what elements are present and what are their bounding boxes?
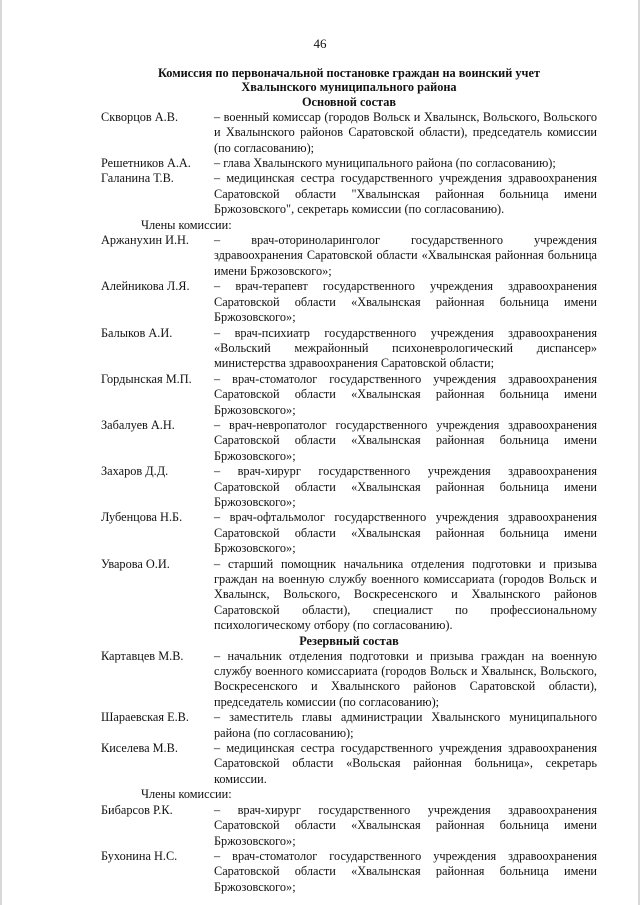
person-name: Бибарсов Р.К.	[101, 802, 173, 817]
person-role: – врач-оториноларинголог государственного учреждения здравоохранения Саратовской области «Хвалынская районная больница имени Бржозовского»;	[214, 233, 597, 278]
person-role: – заместитель главы администрации Хвалынского муниципального района (по согласованию);	[214, 710, 597, 740]
reserve-members-label: Члены комиссии:	[141, 787, 232, 802]
heading-line-1: Комиссия по первоначальной постановке граждан на воинский учет	[157, 66, 540, 80]
person-role: – медицинская сестра государственного учреждения здравоохранения Саратовской области «Вольская районная больница», секретарь комиссии.	[214, 741, 597, 786]
list-item	[101, 710, 597, 741]
list-item	[101, 233, 597, 279]
person-name: Бухонина Н.С.	[101, 848, 178, 863]
main-leaders-list	[101, 110, 597, 218]
list-item	[101, 464, 597, 510]
person-name: Картавцев М.В.	[101, 648, 184, 663]
person-role: – старший помощник начальника отделения подготовки и призыва граждан на военную службу военного комиссариата (городов Вольск и Хвалынск, Вольского, Воскресенского и Хвалынского районов Саратовской области), специалист по профессиональному психологическому отбору (по согласованию).	[214, 556, 597, 633]
person-role: – врач-стоматолог государственного учреждения здравоохранения Саратовской области «Хвалынская районная больница имени Бржозовского»;	[214, 848, 597, 894]
person-role: – врач-хирург государственного учреждения здравоохранения Саратовской области «Хвалынская районная больница имени Бржозовского»;	[214, 464, 597, 509]
person-name: Забалуев А.Н.	[101, 417, 175, 432]
page-edge-left	[0, 0, 2, 905]
list-item	[101, 326, 597, 372]
person-name: Аржанухин И.Н.	[101, 233, 190, 248]
list-item	[101, 741, 597, 787]
person-role: – военный комиссар (городов Вольск и Хвалынск, Вольского, Вольского и Хвалынского районов Саратовской области), председатель комиссии (по согласованию);	[214, 109, 597, 155]
list-item	[101, 171, 597, 217]
person-role: – начальник отделения подготовки и призыва граждан на военную службу военного комиссариата (городов Вольск и Хвалынск, Вольского, Воскресенского и Хвалынского районов Саратовской области), председатель комиссии (по согласованию);	[214, 648, 597, 709]
person-name: Лубенцова Н.Б.	[101, 510, 183, 525]
list-item	[101, 510, 597, 556]
reserve-section-title: Резервный состав	[299, 633, 399, 648]
list-item	[101, 372, 597, 418]
list-item	[101, 803, 597, 849]
list-item	[101, 279, 597, 325]
person-role: – медицинская сестра государственного учреждения здравоохранения Саратовской области "Хвалынская районная больница имени Бржозовского", секретарь комиссии (по согласованию).	[214, 171, 597, 217]
person-role: – врач-хирург государственного учреждения здравоохранения Саратовской области «Хвалынская районная больница имени Бржозовского»;	[214, 802, 597, 848]
person-role: – врач-психиатр государственного учреждения здравоохранения «Вольский межрайонный психоневрологический диспансер» министерства здравоохранения Саратовской области;	[214, 325, 597, 371]
reserve-members-list	[101, 803, 597, 895]
list-item	[101, 649, 597, 711]
person-name: Киселева М.В.	[101, 741, 178, 756]
reserve-leaders-list	[101, 649, 597, 788]
page-number: 46	[313, 36, 327, 51]
person-role: – врач-офтальмолог государственного учреждения здравоохранения Саратовской области «Хвалынская районная больница имени Бржозовского»;	[214, 510, 597, 556]
person-name: Галанина Т.В.	[101, 171, 174, 186]
person-name: Гордынская М.П.	[101, 371, 192, 386]
person-name: Скворцов А.В.	[101, 109, 179, 124]
list-item	[101, 418, 597, 464]
list-item	[101, 849, 597, 895]
list-item	[101, 557, 597, 634]
person-name: Решетников А.А.	[101, 156, 191, 171]
main-members-list	[101, 233, 597, 634]
list-item	[101, 110, 597, 156]
person-role: – врач-стоматолог государственного учреждения здравоохранения Саратовской области «Хвалынская районная больница имени Бржозовского»;	[214, 371, 597, 417]
person-name: Уварова О.И.	[101, 556, 170, 571]
heading-line-2: Хвалынского муниципального района	[241, 80, 457, 95]
document-body	[101, 66, 597, 895]
person-name: Шараевская Е.В.	[101, 710, 189, 725]
person-role: – врач-терапевт государственного учреждения здравоохранения Саратовской области «Хвалынская районная больница имени Бржозовского»;	[214, 279, 597, 325]
document-heading	[101, 66, 597, 95]
person-name: Балыков А.И.	[101, 325, 173, 340]
person-name: Алейникова Л.Я.	[101, 279, 190, 294]
main-section-title: Основной состав	[301, 94, 397, 109]
list-item	[101, 156, 597, 171]
person-role: – глава Хвалынского муниципального района (по согласованию);	[214, 156, 556, 171]
main-members-label: Члены комиссии:	[141, 217, 232, 232]
person-role: – врач-невропатолог государственного учреждения здравоохранения Саратовской области «Хвалынская районная больница имени Бржозовского»;	[214, 417, 597, 463]
person-name: Захаров Д.Д.	[101, 464, 169, 479]
